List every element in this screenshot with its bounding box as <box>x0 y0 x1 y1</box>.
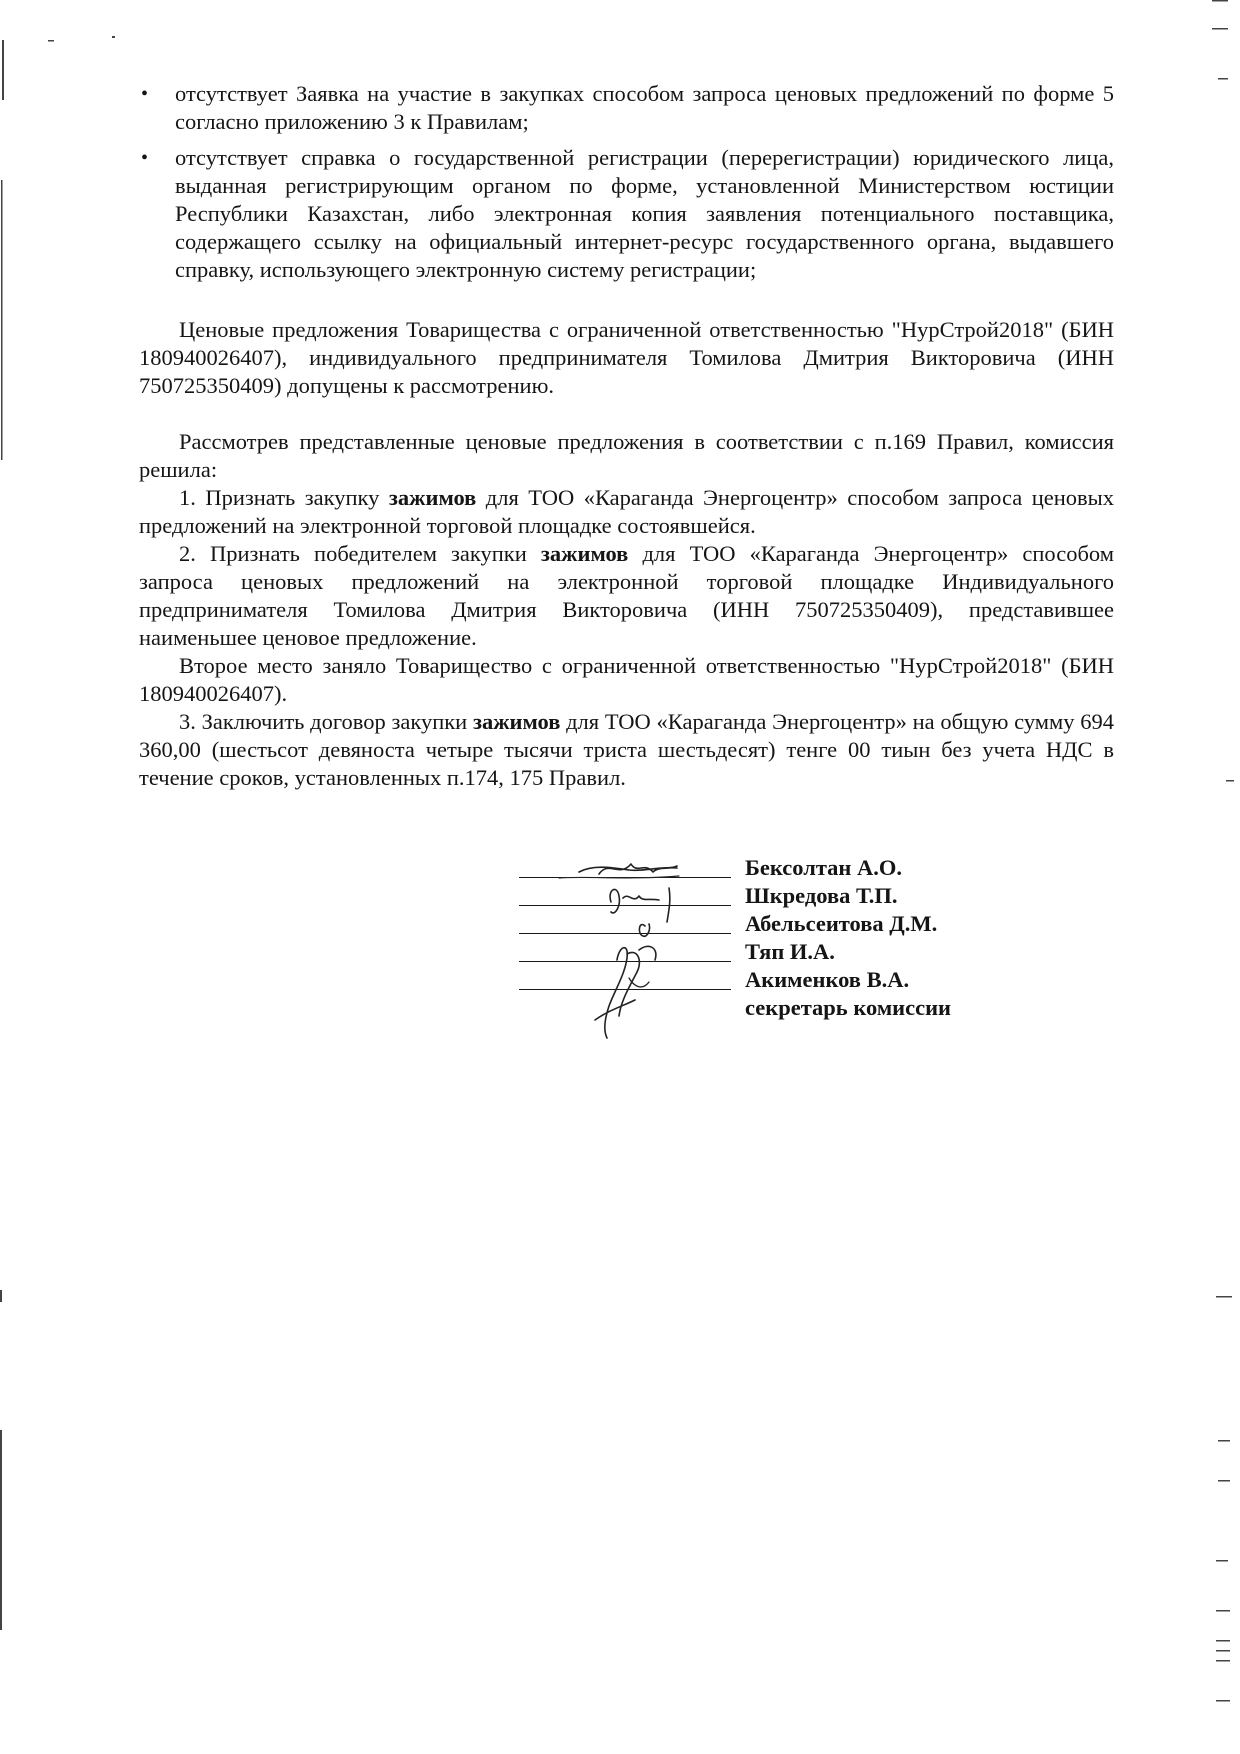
signatures-block <box>519 850 1079 1060</box>
bullet-icon: • <box>141 83 149 105</box>
signatory-role: секретарь комиссии <box>745 995 952 1020</box>
bullet-icon: • <box>141 147 149 169</box>
signatory-name: Акименков В.А. <box>745 967 910 992</box>
decision-item-2 <box>139 540 1114 652</box>
decision-item-3-lead: 3. Заключить договор закупки <box>179 709 473 734</box>
decision-item-1-lead: 1. Признать закупку <box>179 485 389 510</box>
decision-item-2-tail: для ТОО «Караганда Энергоцентр» способом запроса ценовых предложений на электронной торговой площадке Индивидуального предпринимателя Томилова Дмитрия Викторовича (ИНН 750725350409), представившее наименьшее ценовое предложение. <box>139 541 1114 650</box>
decision-item-1-tail: для ТОО «Караганда Энергоцентр» способом запроса ценовых предложений на электронной торговой площадке состоявшейся. <box>139 485 1115 538</box>
admitted-offers-paragraph: Ценовые предложения Товарищества с ограниченной ответственностью "НурСтрой2018" (БИН 180940026407), индивидуального предпринимателя Томилова Дмитрия Викторовича (ИНН 750725350409) допущены к рассмотрению. <box>139 317 1114 398</box>
list-item-text: отсутствует справка о государственной регистрации (перерегистрации) юридического лица, выданная регистрирующим органом по форме, установленной Министерством юстиции Республики Казахстан, либо электронная копия заявления потенциального поставщика, содержащего ссылку на официальный интернет-ресурс государственного органа, выдавшего справку, использующего электронную систему регистрации; <box>175 145 1114 282</box>
decision-item-3 <box>139 708 1114 792</box>
decision-section <box>139 428 1114 792</box>
decision-item-3-tail: для ТОО «Караганда Энергоцентр» на общую сумму 694 360,00 (шестьсот девяноста четыре тысячи триста шестьдесят) тенге 00 тиын без учета НДС в течение сроков, установленных п.174, 175 Правил. <box>139 709 1114 790</box>
second-place-paragraph: Второе место заняло Товарищество с ограниченной ответственностью "НурСтрой2018" (БИН 180940026407). <box>139 653 1114 706</box>
decision-item-2-lead: 2. Признать победителем закупки <box>179 541 541 566</box>
list-item <box>139 80 1114 136</box>
decision-item-1-bold: зажимов <box>388 485 477 510</box>
signatory-name: Шкредова Т.П. <box>745 883 898 908</box>
signatory-name: Абельсеитова Д.М. <box>745 911 938 936</box>
list-item <box>139 144 1114 284</box>
list-item-text: отсутствует Заявка на участие в закупках способом запроса ценовых предложений по форме 5 согласно приложению 3 к Правилам; <box>175 81 1114 134</box>
decision-item-2-bold: зажимов <box>540 541 629 566</box>
decision-item-3-bold: зажимов <box>472 709 561 734</box>
signatory-name: Бексолтан А.О. <box>745 855 902 880</box>
signatory-name: Тяп И.А. <box>745 939 835 964</box>
admitted-offers-section <box>139 316 1114 400</box>
missing-documents-list <box>139 80 1114 292</box>
handwritten-signatures <box>519 850 739 1060</box>
decision-intro: Рассмотрев представленные ценовые предложения в соответствии с п.169 Правил, комиссия решила: <box>139 429 1114 482</box>
decision-item-1 <box>139 484 1114 540</box>
